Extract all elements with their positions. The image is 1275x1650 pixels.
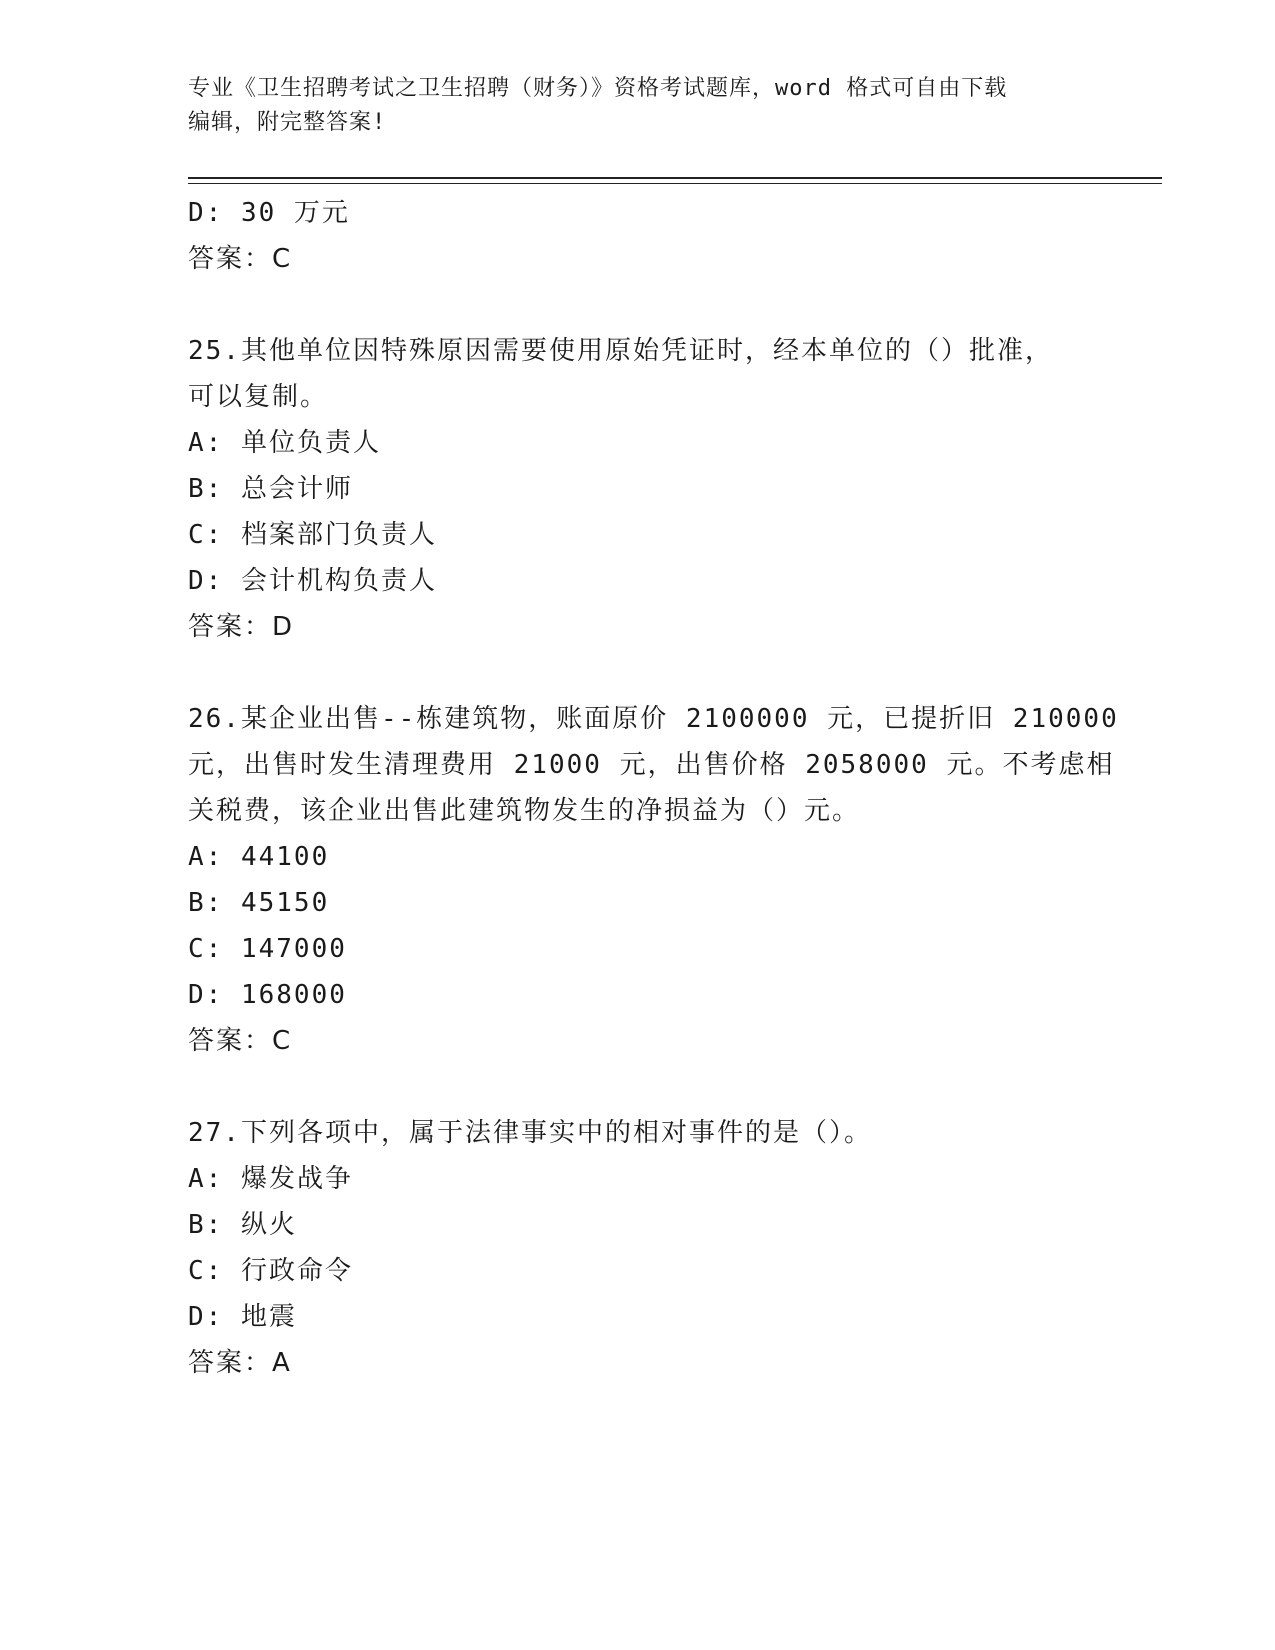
question-text-line: 元，出售时发生清理费用 21000 元，出售价格 2058000 元。不考虑相 bbox=[188, 750, 1115, 780]
question-text-line: 25.其他单位因特殊原因需要使用原始凭证时，经本单位的（）批准， bbox=[188, 336, 1053, 366]
option-b: B: 45150 bbox=[188, 888, 330, 918]
answer: 答案：C bbox=[188, 1026, 293, 1056]
option-b: B: 纵火 bbox=[188, 1210, 297, 1240]
header-line-2: 编辑，附完整答案! bbox=[188, 110, 387, 135]
page-header bbox=[188, 72, 1088, 140]
question-text-line: 可以复制。 bbox=[188, 382, 329, 412]
option-b: B: 总会计师 bbox=[188, 474, 353, 504]
document-body bbox=[188, 190, 1119, 1386]
option-d: D: 会计机构负责人 bbox=[188, 566, 437, 596]
prev-answer: 答案：C bbox=[188, 244, 293, 274]
question-25 bbox=[188, 328, 1088, 650]
option-a: A: 单位负责人 bbox=[188, 428, 381, 458]
question-text-line: 27.下列各项中，属于法律事实中的相对事件的是（）。 bbox=[188, 1118, 872, 1148]
answer: 答案：D bbox=[188, 612, 295, 642]
spacer bbox=[188, 650, 1088, 696]
option-a: A: 爆发战争 bbox=[188, 1164, 353, 1194]
option-c: C: 档案部门负责人 bbox=[188, 520, 437, 550]
prev-option-d: D: 30 万元 bbox=[188, 198, 350, 228]
option-c: C: 行政命令 bbox=[188, 1256, 353, 1286]
option-d: D: 168000 bbox=[188, 980, 347, 1010]
spacer bbox=[188, 282, 1088, 328]
option-d: D: 地震 bbox=[188, 1302, 297, 1332]
question-27 bbox=[188, 1110, 1088, 1386]
answer: 答案：A bbox=[188, 1348, 292, 1378]
option-c: C: 147000 bbox=[188, 934, 347, 964]
spacer bbox=[188, 1064, 1088, 1110]
header-line-1: 专业《卫生招聘考试之卫生招聘（财务）》资格考试题库，word 格式可自由下载 bbox=[188, 76, 1008, 101]
option-a: A: 44100 bbox=[188, 842, 330, 872]
header-divider bbox=[188, 177, 1162, 184]
question-26 bbox=[188, 696, 1119, 1064]
question-text-line: 26.某企业出售--栋建筑物，账面原价 2100000 元，已提折旧 210000 bbox=[188, 704, 1119, 734]
question-text-line: 关税费，该企业出售此建筑物发生的净损益为（）元。 bbox=[188, 796, 861, 826]
